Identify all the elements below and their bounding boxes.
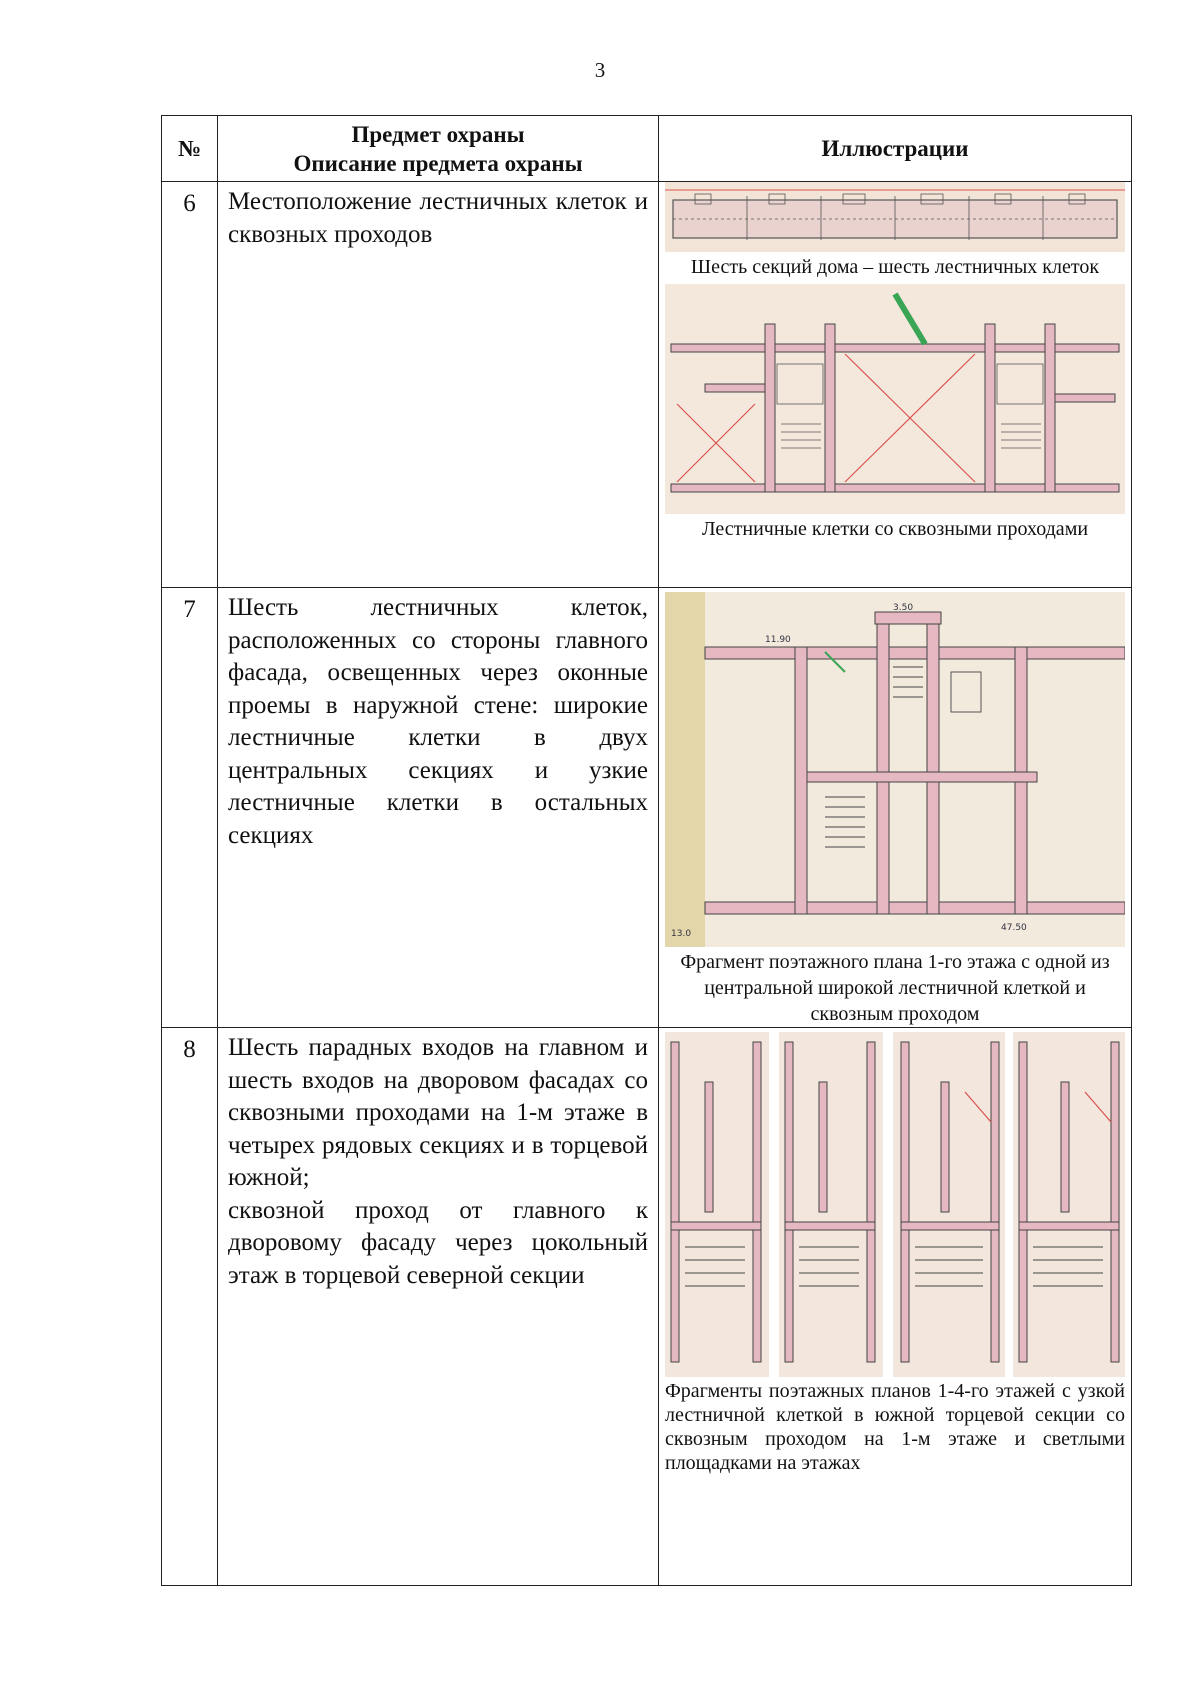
description-text-part2: сквозной проход от главного к дворовому фасаду через цокольный этаж в торцевой северной секции bbox=[228, 1196, 648, 1289]
caption-stairwells-passages: Лестничные клетки со сквозными проходами bbox=[701, 518, 1089, 540]
svg-text:11.90: 11.90 bbox=[765, 635, 791, 645]
protection-subject-table bbox=[161, 115, 1132, 1586]
row-number: 7 bbox=[162, 588, 218, 1028]
table-row bbox=[162, 588, 1132, 1028]
row-description bbox=[218, 588, 659, 1028]
caption-first-floor-fragment: Фрагмент поэтажного плана 1-го этажа с одной из центральной широкой лестничной клеткой и сквозным проходом bbox=[680, 951, 1110, 1025]
illustrations-cell bbox=[659, 588, 1132, 1028]
caption-six-sections: Шесть секций дома – шесть лестничных клеток bbox=[690, 256, 1100, 278]
table-row bbox=[162, 182, 1132, 588]
page-number: 3 bbox=[594, 58, 606, 82]
svg-text:3.50: 3.50 bbox=[893, 603, 914, 613]
floor-plans-1-4-image bbox=[665, 1032, 1125, 1377]
row-description bbox=[218, 1028, 659, 1586]
header-subject-line1: Предмет охраны bbox=[351, 121, 525, 147]
illustrations-cell bbox=[659, 1028, 1132, 1586]
facade-plan-image bbox=[665, 182, 1125, 252]
header-illustrations: Иллюстрации bbox=[659, 116, 1132, 182]
svg-text:13.0: 13.0 bbox=[671, 929, 692, 939]
description-text: Местоположение лестничных клеток и сквозных проходов bbox=[228, 188, 648, 248]
svg-text:47.50: 47.50 bbox=[1001, 923, 1027, 933]
caption-floor-plans-fragments: Фрагменты поэтажных планов 1-4-го этажей с узкой лестничной клеткой в южной торцевой секции со сквозным проходом на 1-м этаже и светлыми площадками на этажах bbox=[665, 1380, 1125, 1474]
header-subject-line2: Описание предмета охраны bbox=[293, 150, 583, 176]
table-row bbox=[162, 1028, 1132, 1586]
row-number: 8 bbox=[162, 1028, 218, 1586]
description-text: Шесть лестничных клеток, расположенных со стороны главного фасада, освещенных через оконные проемы в наружной стене: широкие лестничные клетки в двух центральных секциях и узкие лестничные клетки в остальных секциях bbox=[228, 594, 648, 849]
description-text-part1: Шесть парадных входов на главном и шесть входов на дворовом фасадах со сквозными проходами на 1-м этаже в четырех рядовых секциях и в торцевой южной; bbox=[228, 1034, 648, 1191]
stairwell-plan-image bbox=[665, 284, 1125, 514]
row-description bbox=[218, 182, 659, 588]
header-num: № bbox=[162, 116, 218, 182]
table-header-row bbox=[162, 116, 1132, 182]
illustrations-cell bbox=[659, 182, 1132, 588]
header-subject bbox=[218, 116, 659, 182]
row-number: 6 bbox=[162, 182, 218, 588]
first-floor-plan-image bbox=[665, 592, 1125, 947]
